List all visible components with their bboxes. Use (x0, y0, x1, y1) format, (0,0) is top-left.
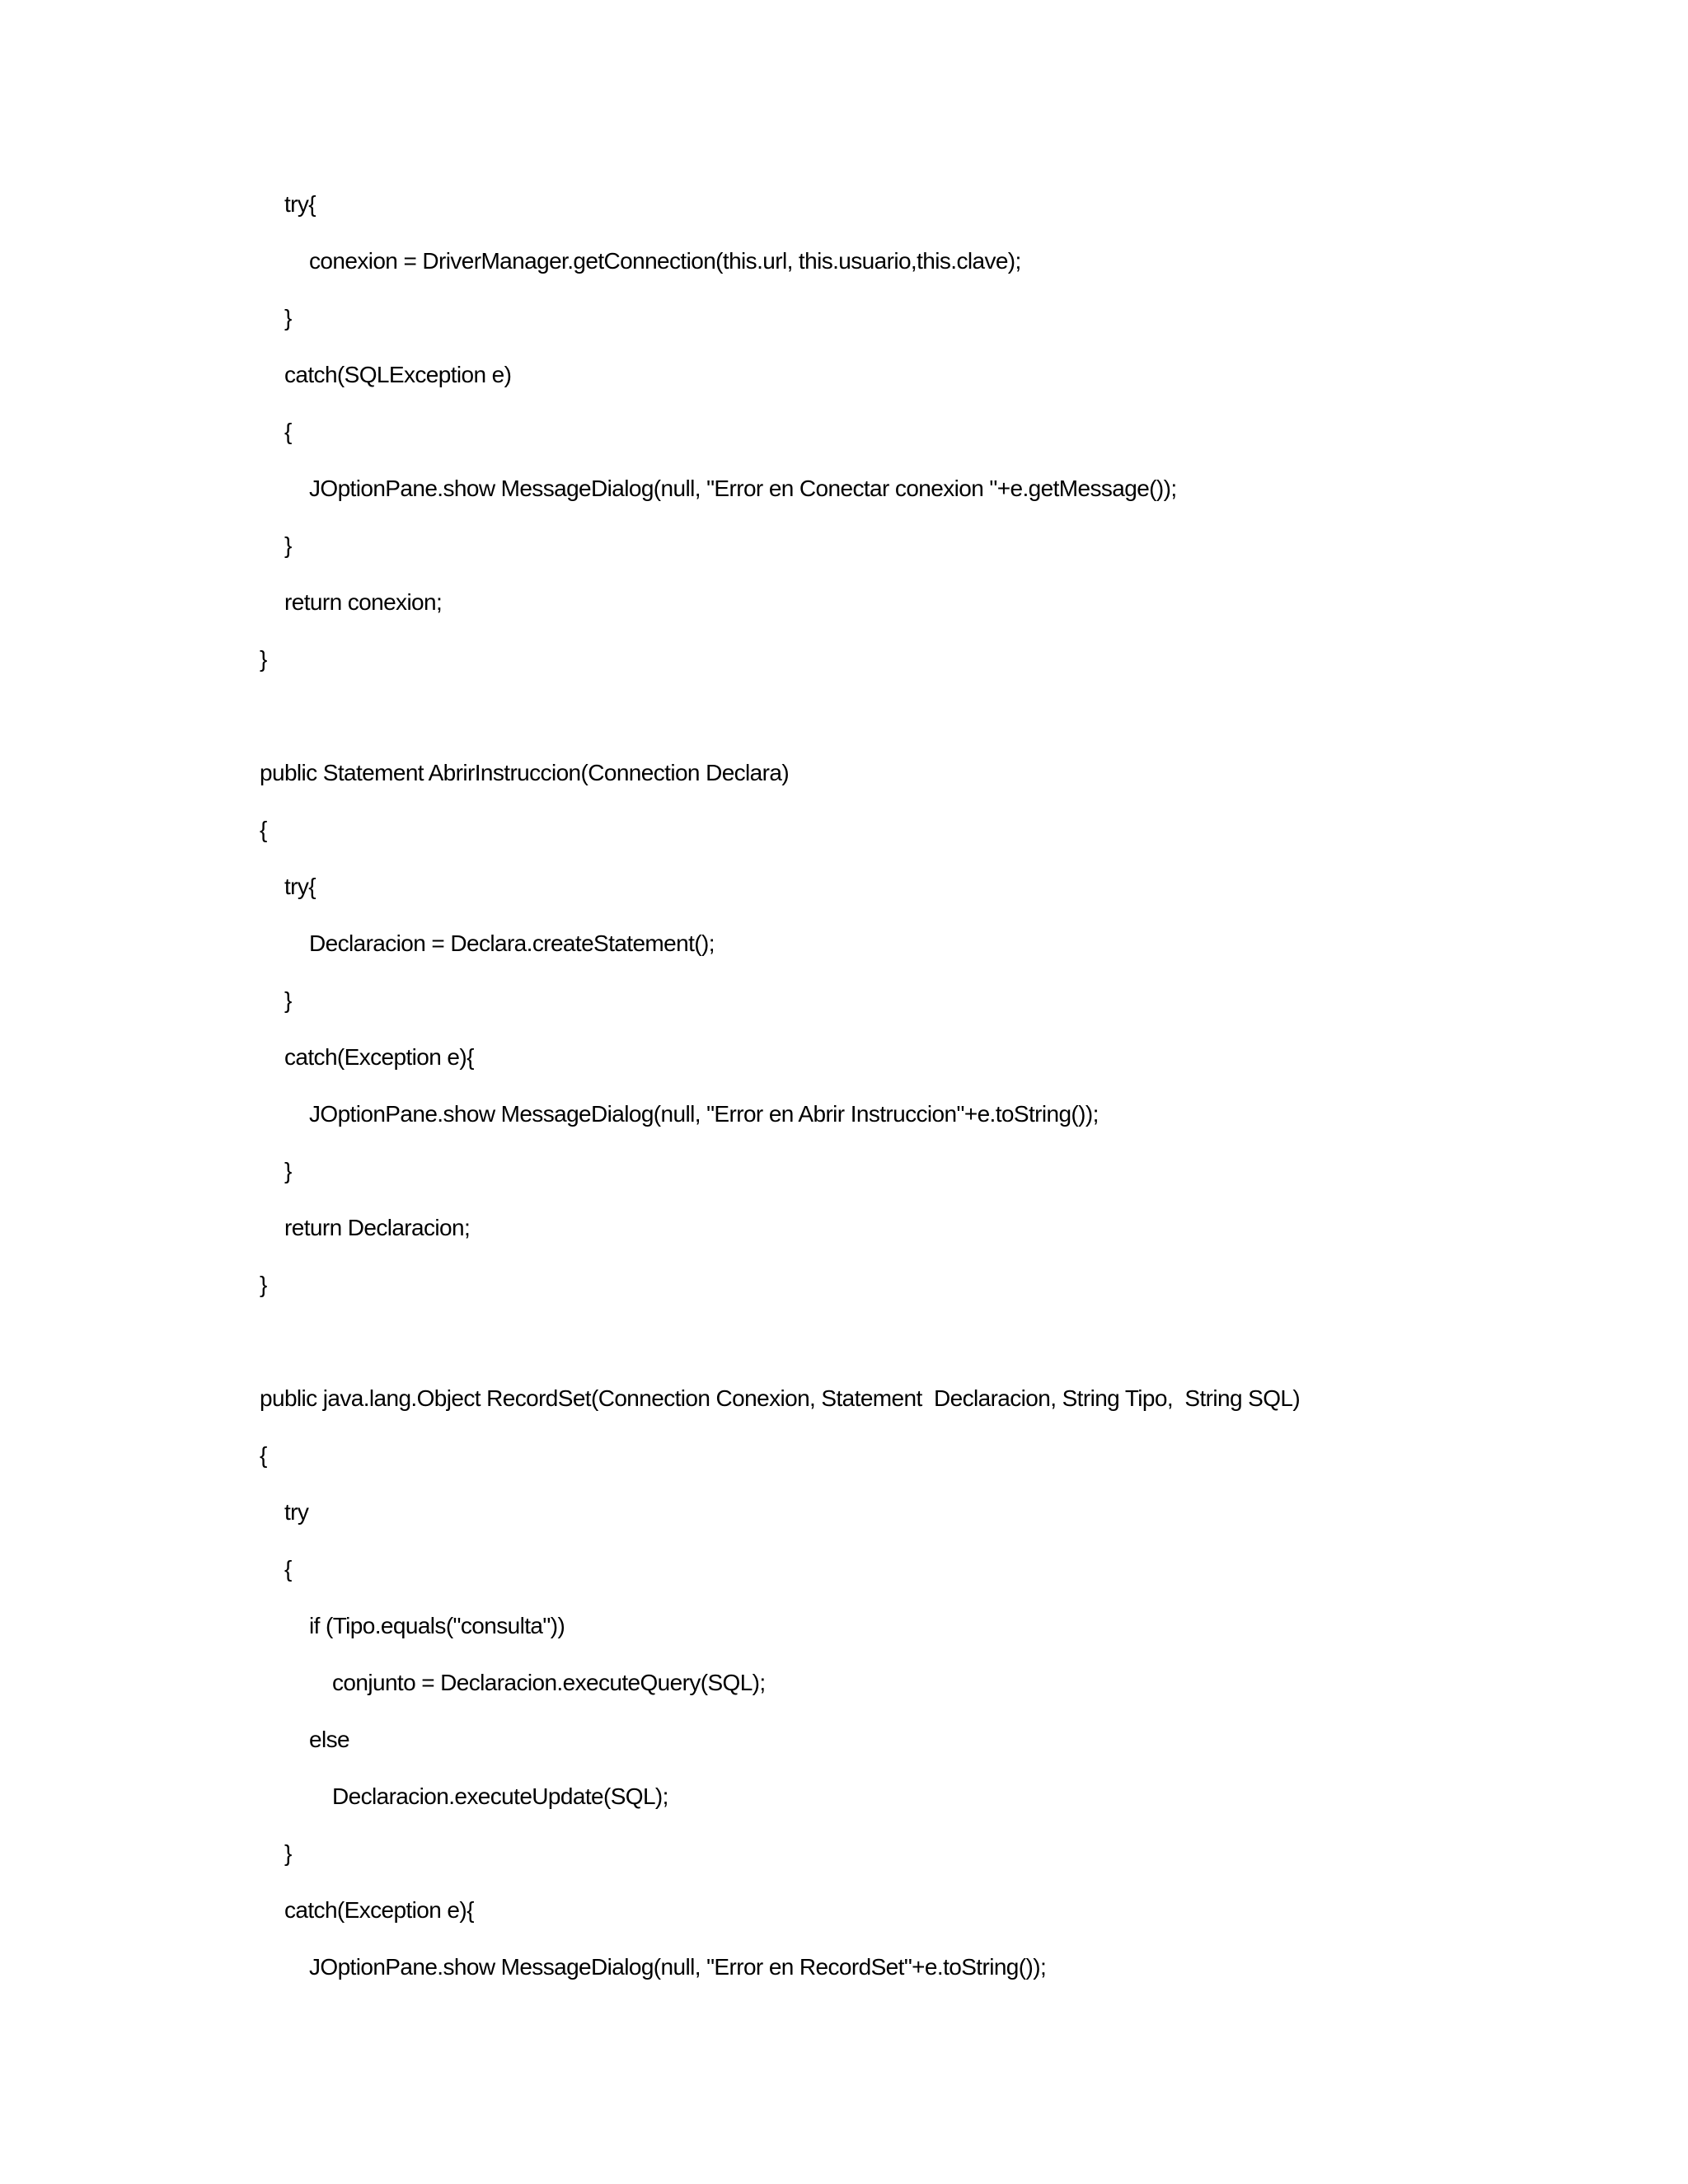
code-line: try{ (284, 874, 316, 899)
code-line: { (260, 817, 267, 842)
code-line: public Statement AbrirInstruccion(Connection Declara) (260, 760, 790, 785)
code-line: conexion = DriverManager.getConnection(this.url, this.usuario,this.clave); (309, 248, 1021, 274)
code-line: Declaracion = Declara.createStatement(); (309, 930, 715, 956)
code-line: } (284, 987, 292, 1013)
code-line: return Declaracion; (284, 1215, 471, 1240)
code-line: JOptionPane.show MessageDialog(null, "Error en Abrir Instruccion"+e.toString()); (309, 1101, 1099, 1127)
code-line: catch(Exception e){ (284, 1897, 474, 1923)
code-line: } (284, 305, 292, 330)
code-line: try{ (284, 191, 316, 217)
code-line: JOptionPane.show MessageDialog(null, "Error en RecordSet"+e.toString()); (309, 1954, 1047, 1980)
code-line: if (Tipo.equals("consulta")) (309, 1613, 565, 1638)
code-line: conjunto = Declaracion.executeQuery(SQL); (332, 1670, 766, 1695)
code-line: { (284, 419, 292, 444)
code-line: } (284, 1158, 292, 1183)
code-line: return conexion; (284, 589, 443, 615)
code-line: JOptionPane.show MessageDialog(null, "Error en Conectar conexion "+e.getMessage()); (309, 476, 1177, 501)
code-line: else (309, 1727, 349, 1752)
code-line: } (284, 532, 292, 558)
code-line: public java.lang.Object RecordSet(Connection Conexion, Statement Declaracion, String Tipo, String SQL) (260, 1385, 1301, 1411)
code-line: catch(SQLException e) (284, 362, 512, 387)
code-line: } (260, 1272, 267, 1297)
code-line: catch(Exception e){ (284, 1044, 474, 1070)
code-line: Declaracion.executeUpdate(SQL); (332, 1783, 668, 1809)
code-line: { (284, 1556, 292, 1582)
code-line: { (260, 1442, 267, 1468)
code-line: } (284, 1840, 292, 1866)
code-line: } (260, 646, 267, 672)
code-line: try (284, 1499, 309, 1525)
